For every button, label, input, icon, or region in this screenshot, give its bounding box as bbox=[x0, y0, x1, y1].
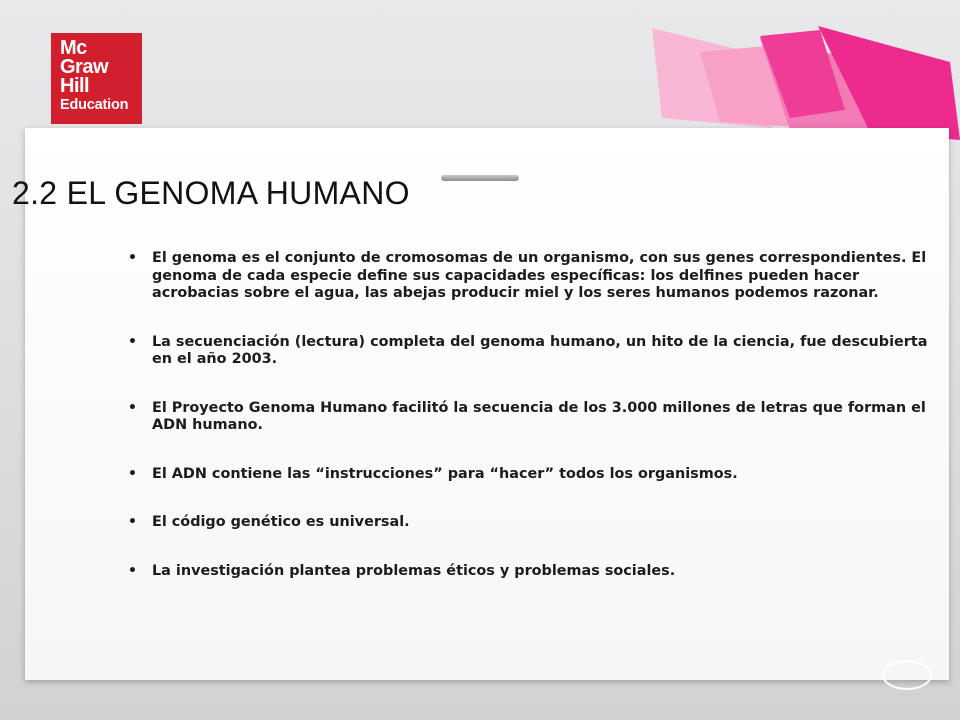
logo-line-3: Hill bbox=[60, 75, 90, 97]
bullet-dot-icon: • bbox=[128, 562, 137, 579]
bullet-item bbox=[128, 400, 943, 435]
bullet-text: El ADN contiene las “instrucciones” para “hacer” todos los organismos. bbox=[152, 465, 738, 482]
bullet-dot-icon: • bbox=[128, 465, 137, 482]
bullet-dot-icon: • bbox=[128, 514, 137, 530]
bullet-text: El Proyecto Genoma Humano facilitó la secuencia de los 3.000 millones de letras que forman el ADN humano. bbox=[152, 399, 926, 433]
bullet-item bbox=[128, 514, 943, 532]
mcgraw-hill-education-logo bbox=[51, 33, 142, 124]
bullet-dot-icon: • bbox=[128, 250, 137, 266]
bullet-item bbox=[128, 334, 943, 369]
card-handle bbox=[441, 175, 519, 181]
bullet-text: El genoma es el conjunto de cromosomas de un organismo, con sus genes correspondientes. El genoma de cada especie define sus capacidades específicas: los delfines pueden hacer acrobacias sobre el agua, las abejas producir miel y los seres humanos podemos razonar. bbox=[152, 250, 927, 301]
bullet-dot-icon: • bbox=[128, 399, 137, 416]
bullet-text: La secuenciación (lectura) completa del genoma humano, un hito de la ciencia, fue descubierta en el año 2003. bbox=[152, 333, 928, 367]
bullet-item bbox=[128, 250, 943, 303]
bullet-item bbox=[128, 563, 943, 581]
page-number-badge bbox=[882, 660, 932, 690]
logo-line-2: Graw bbox=[60, 56, 109, 78]
bullet-text: La investigación plantea problemas éticos y problemas sociales. bbox=[152, 562, 676, 579]
bullet-dot-icon: • bbox=[128, 333, 137, 350]
logo-line-4: Education bbox=[60, 97, 129, 113]
slide-title: 2.2 EL GENOMA HUMANO bbox=[12, 175, 410, 211]
bullet-text: El código genético es universal. bbox=[152, 514, 410, 530]
bullet-list bbox=[128, 250, 943, 580]
bullet-item bbox=[128, 466, 943, 484]
logo-line-1: Mc bbox=[60, 37, 87, 59]
